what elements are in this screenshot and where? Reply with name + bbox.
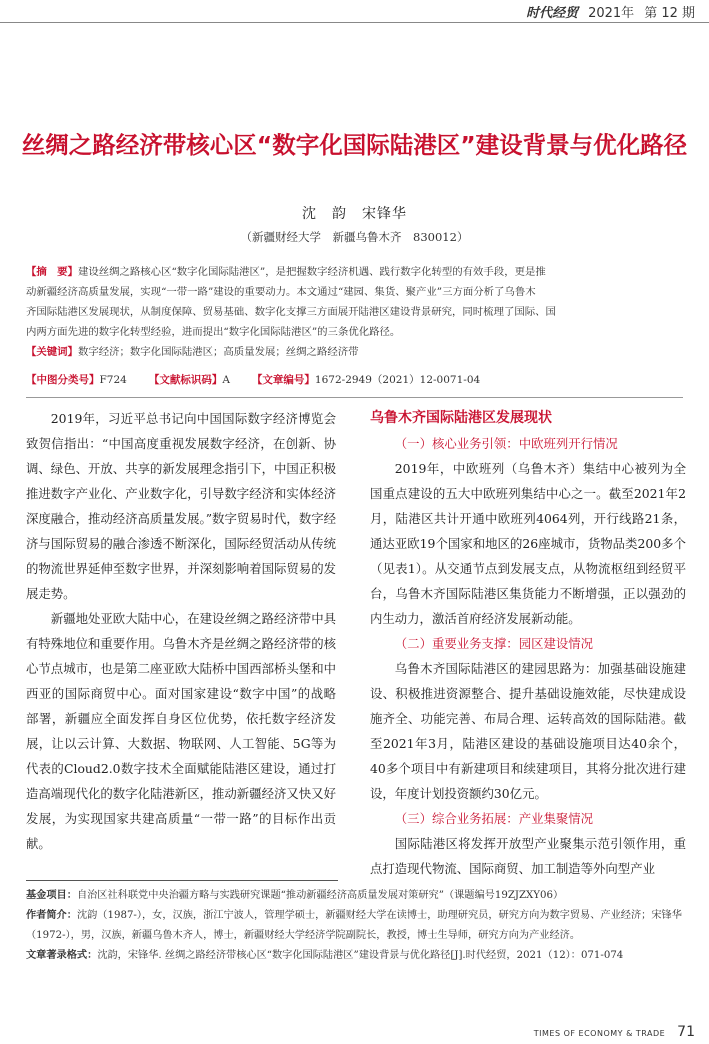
header-year: 2021年 — [588, 5, 635, 21]
article-title: 丝绸之路经济带核心区“数字化国际陆港区”建设背景与优化路径 — [21, 131, 688, 159]
journal-english-name: TIMES OF ECONOMY & TRADE — [533, 1029, 666, 1038]
keywords-text: 数字经济；数字化国际陆港区；高质量发展；丝绸之路经济带 — [77, 346, 359, 358]
abstract-line: 动新疆经济高质量发展，实现“一带一路”建设的重要动力。本文通过“建园、集货、聚产业”三方面分析了乌鲁木 — [26, 286, 536, 298]
abstract-line: 内两方面先进的数字化转型经验，进而提出“数字化国际陆港区”的三条优化路径。 — [26, 326, 401, 338]
section-divider — [26, 397, 683, 398]
body-paragraph: 乌鲁木齐国际陆港区的建园思路为：加强基础设施建设、积极推进资源整合、提升基础设施效能，尽快建成设施齐全、功能完善、布局合理、运转高效的国际陆港。截至2021年3月，陆港区建设的基础设施项目达40余个，40多个项目中有新建项目和续建项目，其将分批次进行建设，年度计划投资额约30亿元。 — [370, 661, 686, 801]
doc-code-value: A — [222, 374, 230, 386]
article-number-label: 【文章编号】 — [251, 374, 315, 386]
section-heading: 乌鲁木齐国际陆港区发展现状 — [370, 410, 552, 426]
body-paragraph: 国际陆港区将发挥开放型产业聚集示范引领作用，重点打造现代物流、国际商贸、加工制造等外向型产业 — [370, 836, 686, 876]
abstract-line: 【摘 要】建设丝绸之路核心区“数字化国际陆港区”，是把握数字经济机遇、践行数字化转型的有效手段，更是推 — [26, 266, 546, 278]
citation-note: 文章著录格式：沈韵，宋锋华. 丝绸之路经济带核心区“数字化国际陆港区”建设背景与优化路径[J].时代经贸，2021（12）：071-074 — [26, 950, 624, 961]
classification-line — [26, 372, 686, 387]
abstract-line: 齐国际陆港区发展现状，从制度保障、贸易基础、数字化支撑三方面展开陆港区建设背景研究，同时梳理了国际、国 — [26, 306, 556, 318]
article-number-value: 1672-2949（2021）12-0071-04 — [314, 374, 481, 386]
running-header — [526, 0, 695, 22]
author-affiliation: （新疆财经大学 新疆乌鲁木齐 830012） — [240, 230, 469, 244]
abstract-block — [26, 262, 686, 362]
magazine-name: 时代经贸 — [526, 5, 579, 21]
page-number: 71 — [677, 1024, 695, 1040]
citation-label: 文章著录格式： — [26, 950, 98, 961]
footnote-rule — [26, 880, 338, 881]
fund-note: 基金项目：自治区社科联党中央治疆方略与实践研究课题“推动新疆经济高质量发展对策研究”（课题编号19ZJZXY06） — [26, 890, 564, 901]
fund-label: 基金项目： — [26, 890, 77, 901]
subsection-heading: （三）综合业务拓展：产业集聚情况 — [394, 811, 594, 826]
article-authors: 沈 韵 宋锋华 — [302, 206, 407, 222]
subsection-heading: （二）重要业务支撑：园区建设情况 — [394, 636, 594, 651]
clc-label: 【中图分类号】 — [26, 374, 100, 386]
footnotes — [26, 886, 686, 966]
body-paragraph: 2019年，中欧班列（乌鲁木齐）集结中心被列为全国重点建设的五大中欧班列集结中心之一。截至2021年2月，陆港区共计开通中欧班列4064列，开行线路21条，通达亚欧19个国家和地区的26座城市，货物品类200多个（见表1）。从交通节点到发展支点，从物流枢纽到经贸平台，乌鲁木齐国际陆港区集货能力不断增强，正以强劲的内生动力，激活首府经济发展新动能。 — [370, 461, 686, 626]
subsection-heading: （一）核心业务引领：中欧班列开行情况 — [394, 436, 618, 451]
clc-value: F724 — [99, 374, 127, 386]
author-note: 作者简介：沈韵（1987-），女，汉族，浙江宁波人，管理学硕士，新疆财经大学在读博士，助理研究员，研究方向为数字贸易、产业经济；宋锋华（1972-），男，汉族，新疆乌鲁木齐人，博士，新疆财经大学经济学院副院长，教授，博士生导师，研究方向为产业经济。 — [26, 910, 682, 941]
header-issue: 第 12 期 — [644, 5, 695, 21]
right-column — [370, 406, 686, 881]
left-column — [26, 406, 336, 856]
author-label: 作者简介： — [26, 910, 77, 921]
keywords-label: 【关键词】 — [26, 346, 78, 358]
body-paragraph: 2019年，习近平总书记向中国国际数字经济博览会致贺信指出：“中国高度重视发展数字经济，在创新、协调、绿色、开放、共享的新发展理念指引下，中国正积极推进数字产业化、产业数字化，引导数字经济和实体经济深度融合，推动经济高质量发展。”数字贸易时代，数字经济与国际贸易的融合渗透不断深化，国际经贸活动从传统的物流世界延伸至数字世界，并深刻影响着国际贸易的发展走势。 — [26, 411, 336, 601]
abstract-label: 【摘 要】 — [26, 266, 78, 278]
body-paragraph: 新疆地处亚欧大陆中心，在建设丝绸之路经济带中具有特殊地位和重要作用。乌鲁木齐是丝绸之路经济带的核心节点城市，也是第二座亚欧大陆桥中国西部桥头堡和中西亚的国际商贸中心。面对国家建设“数字中国”的战略部署，新疆应全面发挥自身区位优势，依托数字经济发展，让以云计算、大数据、物联网、人工智能、5G等为代表的Cloud2.0数字技术全面赋能陆港区建设，通过打造高端现代化的数字化陆港新区，推动新疆经济又快又好发展，为实现国家共建高质量“一带一路”的目标作出贡献。 — [26, 611, 336, 851]
keywords-line — [26, 342, 686, 362]
doc-code-label: 【文献标识码】 — [148, 374, 223, 386]
header-rule — [0, 22, 709, 23]
page-footer — [534, 1024, 695, 1040]
